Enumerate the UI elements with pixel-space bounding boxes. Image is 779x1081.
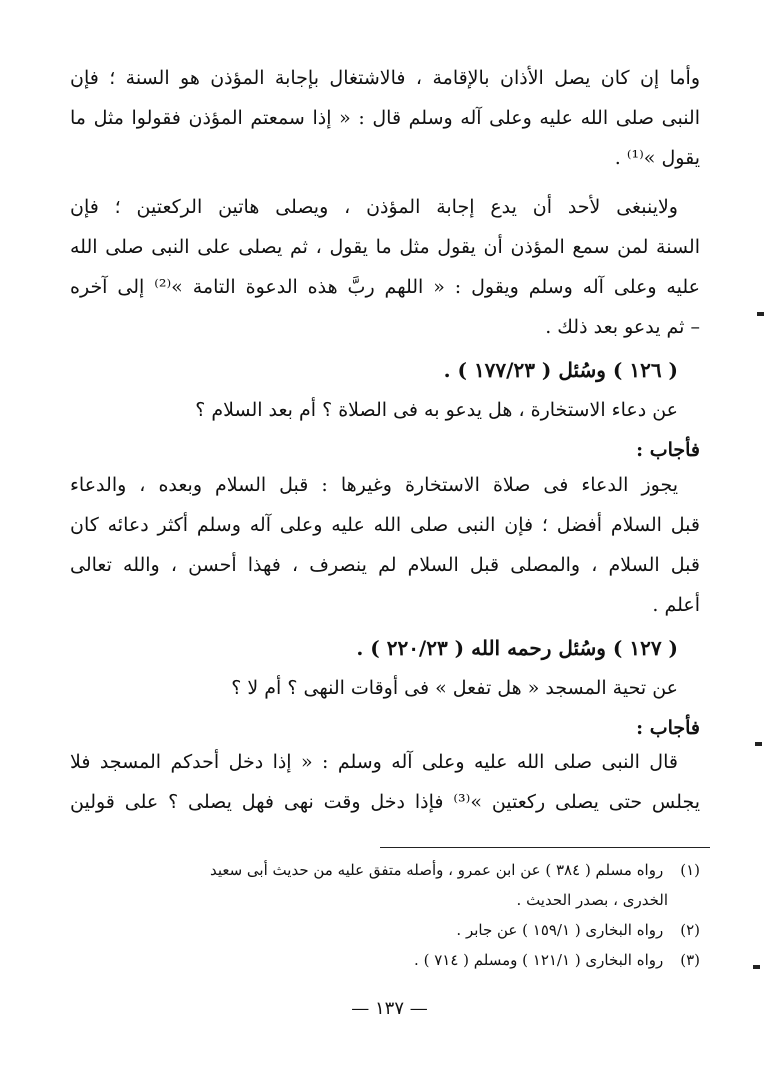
text-line: يجلس حتى يصلى ركعتين »⁽³⁾ فإذا دخل وقت نهى فهل يصلى ؟ على قولين	[70, 791, 700, 813]
paragraph-answer-127	[70, 742, 700, 822]
text-line: ولاينبغى لأحد أن يدع إجابة المؤذن ، ويصلى هاتين الركعتين ؛ فإن	[70, 196, 678, 218]
text-line: يقول »⁽¹⁾ .	[614, 147, 700, 169]
question-text: عن دعاء الاستخارة ، هل يدعو به فى الصلاة ؟ أم بعد السلام ؟	[195, 399, 678, 421]
margin-mark	[755, 742, 762, 746]
footnote-text: رواه البخارى ( ١٢١/١ ) ومسلم ( ٧١٤ ) .	[414, 951, 664, 969]
footnote-1	[80, 855, 700, 885]
footnote-text: رواه البخارى ( ١٥٩/١ ) عن جابر .	[456, 921, 664, 939]
margin-mark	[753, 965, 760, 969]
text-line: يجوز الدعاء فى صلاة الاستخارة وغيرها : قبل السلام وبعده ، والدعاء	[70, 474, 678, 496]
text-line: – ثم يدعو بعد ذلك .	[545, 316, 700, 338]
text-line: السنة لمن سمع المؤذن أن يقول مثل ما يقول ، ثم يصلى على النبى صلى الله	[70, 236, 700, 258]
answer-label: فأجاب :	[636, 439, 700, 461]
footnotes	[80, 855, 700, 975]
text-line: قبل السلام ، والمصلى قبل السلام لم ينصرف ، فهذا أحسن ، والله تعالى	[70, 554, 700, 576]
text-line: عليه وعلى آله وسلم ويقول : « اللهم ربَّ هذه الدعوة التامة »⁽²⁾ إلى آخره	[70, 276, 700, 298]
question-127	[70, 628, 700, 748]
page-number: — ١٣٧ —	[351, 998, 428, 1019]
footnote-text: رواه مسلم ( ٣٨٤ ) عن ابن عمرو ، وأصله متفق عليه من حديث أبى سعيد	[209, 861, 664, 879]
footnote-1-cont	[80, 885, 700, 915]
text-line: قال النبى صلى الله عليه وعلى آله وسلم : « إذا دخل أحدكم المسجد فلا	[70, 751, 678, 773]
paragraph-2	[70, 187, 700, 347]
footnote-text: الخدرى ، بصدر الحديث .	[516, 891, 668, 909]
question-text: عن تحية المسجد « هل تفعل » فى أوقات النهى ؟ أم لا ؟	[231, 677, 678, 699]
paragraph-answer-126	[70, 465, 700, 625]
footnote-3	[80, 945, 700, 975]
question-126	[70, 350, 700, 470]
text-line: قبل السلام أفضل ؛ فإن النبى صلى الله عليه وعلى آله وسلم أكثر دعائه كان	[70, 514, 700, 536]
question-heading: ( ١٢٧ ) وسُئل رحمه الله ( ٢٢٠/٢٣ ) .	[356, 636, 678, 660]
footnote-number: (٣)	[680, 951, 700, 969]
paragraph-1	[70, 58, 700, 178]
footnote-number: (١)	[680, 861, 700, 879]
answer-label: فأجاب :	[636, 717, 700, 739]
footnote-separator	[380, 847, 710, 848]
footnote-number: (٢)	[680, 921, 700, 939]
text-line: وأما إن كان يصل الأذان بالإقامة ، فالاشتغال بإجابة المؤذن هو السنة ؛ فإن	[70, 67, 700, 89]
question-heading: ( ١٢٦ ) وسُئل ( ١٧٧/٢٣ ) .	[443, 358, 678, 382]
text-line: النبى صلى الله عليه وعلى آله وسلم قال : « إذا سمعتم المؤذن فقولوا مثل ما	[70, 107, 700, 129]
text-line: أعلم .	[652, 594, 700, 616]
margin-mark	[757, 312, 764, 316]
footnote-2	[80, 915, 700, 945]
